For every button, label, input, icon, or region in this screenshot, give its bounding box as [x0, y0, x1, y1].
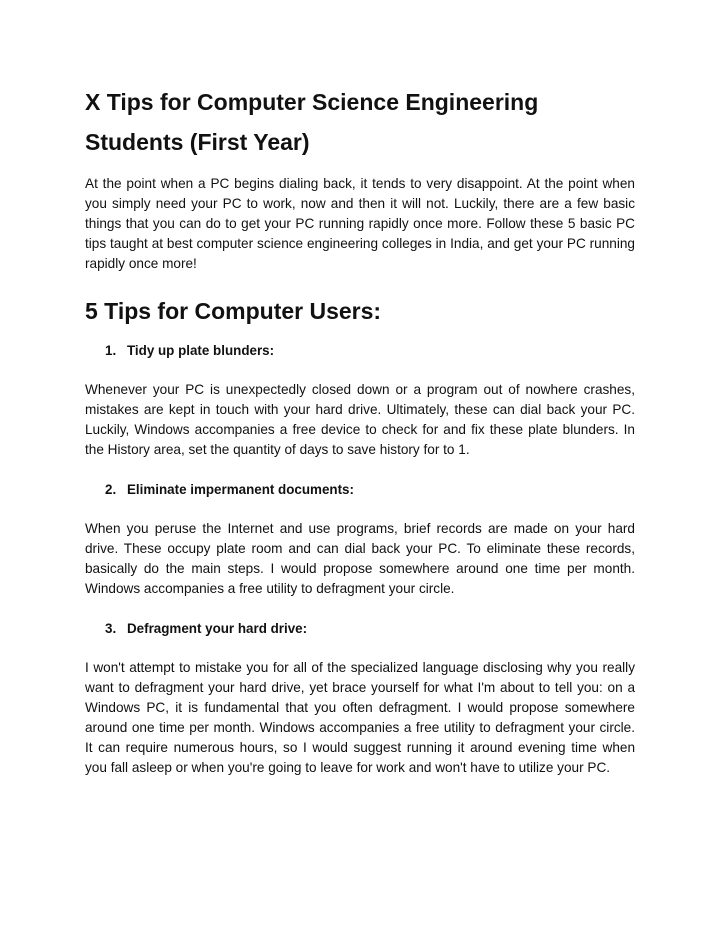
- tip-1: [85, 341, 635, 460]
- tip-3: [85, 619, 635, 778]
- tip-number: 3.: [105, 621, 117, 636]
- tip-heading: [105, 619, 635, 639]
- tip-2: [85, 480, 635, 599]
- section-heading: 5 Tips for Computer Users:: [85, 298, 382, 324]
- tip-heading: [105, 480, 635, 500]
- tip-heading-text: Tidy up plate blunders:: [127, 343, 275, 358]
- tip-heading-text: Eliminate impermanent documents:: [127, 482, 354, 497]
- tip-number: 1.: [105, 343, 117, 358]
- tip-heading: [105, 341, 635, 361]
- intro-paragraph: At the point when a PC begins dialing back, it tends to very disappoint. At the point when you simply need your PC to work, now and then it will not. Luckily, there are a few basic things that you can do to get your PC running rapidly once more. Follow these 5 basic PC tips taught at best computer science engineering colleges in India, and get your PC running rapidly once more!: [85, 176, 635, 271]
- document-page: [85, 82, 635, 798]
- tip-body: I won't attempt to mistake you for all of the specialized language disclosing why you really want to defragment your hard drive, yet brace yourself for what I'm about to tell you: on a Windows PC, it is fundamental that you often defragment. I would propose somewhere around one time per month. Windows accompanies a free utility to defragment your circle. It can require numerous hours, so I would suggest running it around evening time when you fall asleep or when you're going to leave for work and won't have to utilize your PC.: [85, 660, 635, 775]
- tip-heading-text: Defragment your hard drive:: [127, 621, 308, 636]
- tip-number: 2.: [105, 482, 117, 497]
- tip-body: Whenever your PC is unexpectedly closed down or a program out of nowhere crashes, mistakes are kept in touch with your hard drive. Ultimately, these can dial back your PC. Luckily, Windows accompanies a free device to check for and fix these plate blunders. In the History area, set the quantity of days to save history for to 1.: [85, 382, 635, 457]
- tip-body: When you peruse the Internet and use programs, brief records are made on your hard drive. These occupy plate room and can dial back your PC. To eliminate these records, basically do the main steps. I would propose somewhere around one time per month. Windows accompanies a free utility to defragment your circle.: [85, 521, 635, 596]
- document-title: X Tips for Computer Science Engineering Students (First Year): [85, 89, 539, 155]
